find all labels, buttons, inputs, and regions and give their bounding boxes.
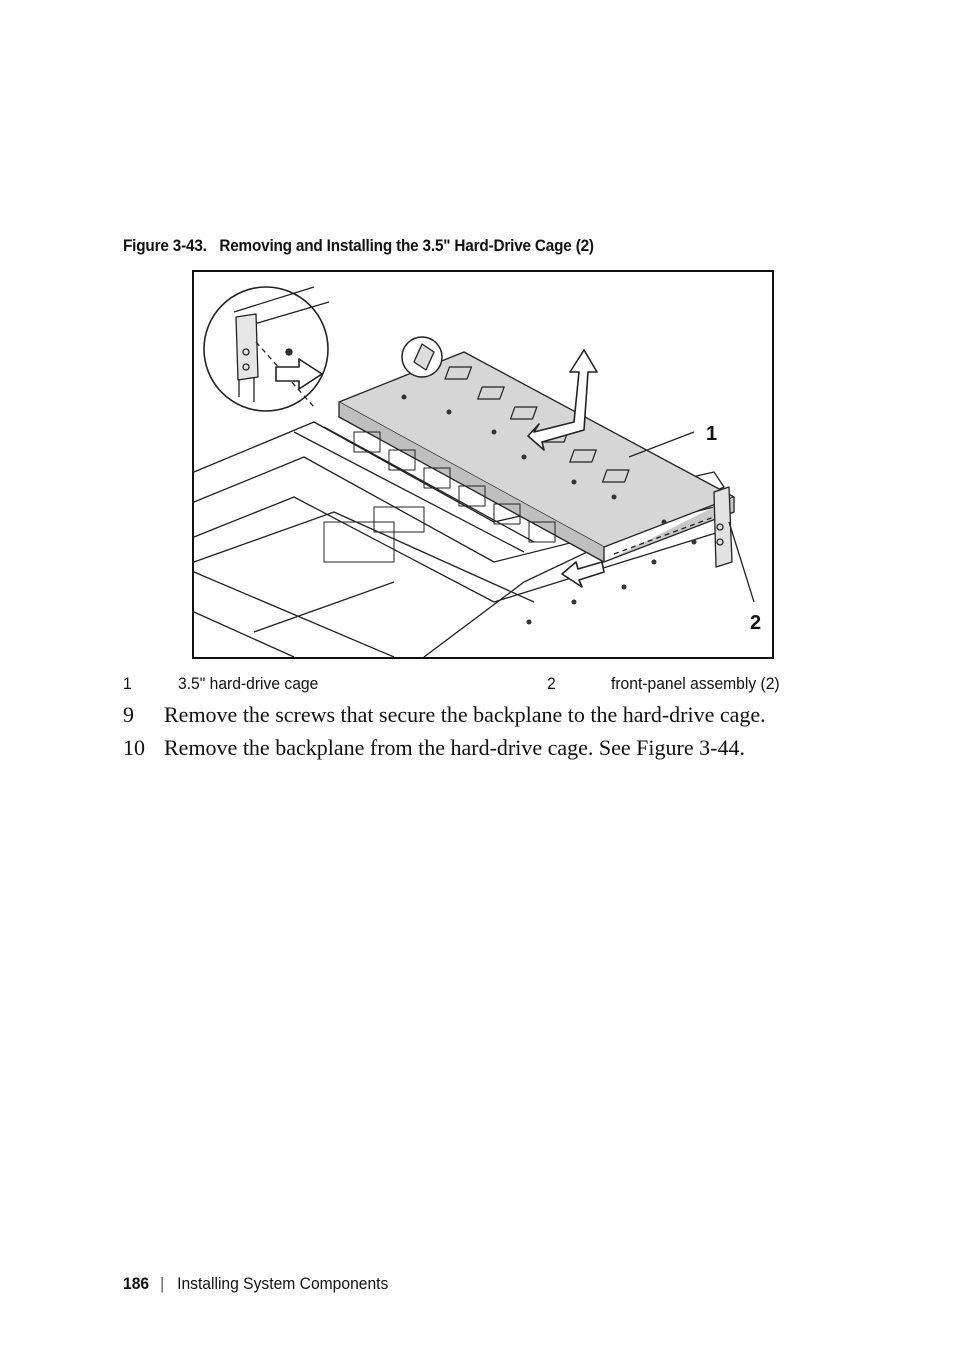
footer-section: Installing System Components bbox=[177, 1274, 389, 1293]
step-text: Remove the backplane from the hard-drive cage. See Figure 3-44. bbox=[164, 735, 745, 760]
hard-drive-cage-drawing bbox=[194, 272, 772, 657]
callout-1: 1 bbox=[706, 423, 718, 445]
legend-label-1: 3.5" hard-drive cage bbox=[178, 674, 319, 693]
figure-caption-title: Removing and Installing the 3.5" Hard-Drive Cage (2) bbox=[219, 236, 594, 255]
footer-separator: | bbox=[160, 1274, 165, 1293]
figure-illustration bbox=[192, 270, 774, 659]
step-number: 9 bbox=[123, 702, 134, 727]
legend-num-2: 2 bbox=[547, 674, 556, 693]
figure-caption-label: Figure 3-43. bbox=[123, 236, 207, 255]
step-number: 10 bbox=[123, 735, 145, 760]
callout-2: 2 bbox=[750, 612, 762, 634]
page-number: 186 bbox=[123, 1274, 150, 1293]
legend-num-1: 1 bbox=[123, 674, 132, 693]
step-text: Remove the screws that secure the backplane to the hard-drive cage. bbox=[164, 702, 766, 727]
page-footer bbox=[123, 1274, 388, 1294]
figure-caption bbox=[123, 236, 594, 256]
legend-label-2: front-panel assembly (2) bbox=[611, 674, 780, 693]
